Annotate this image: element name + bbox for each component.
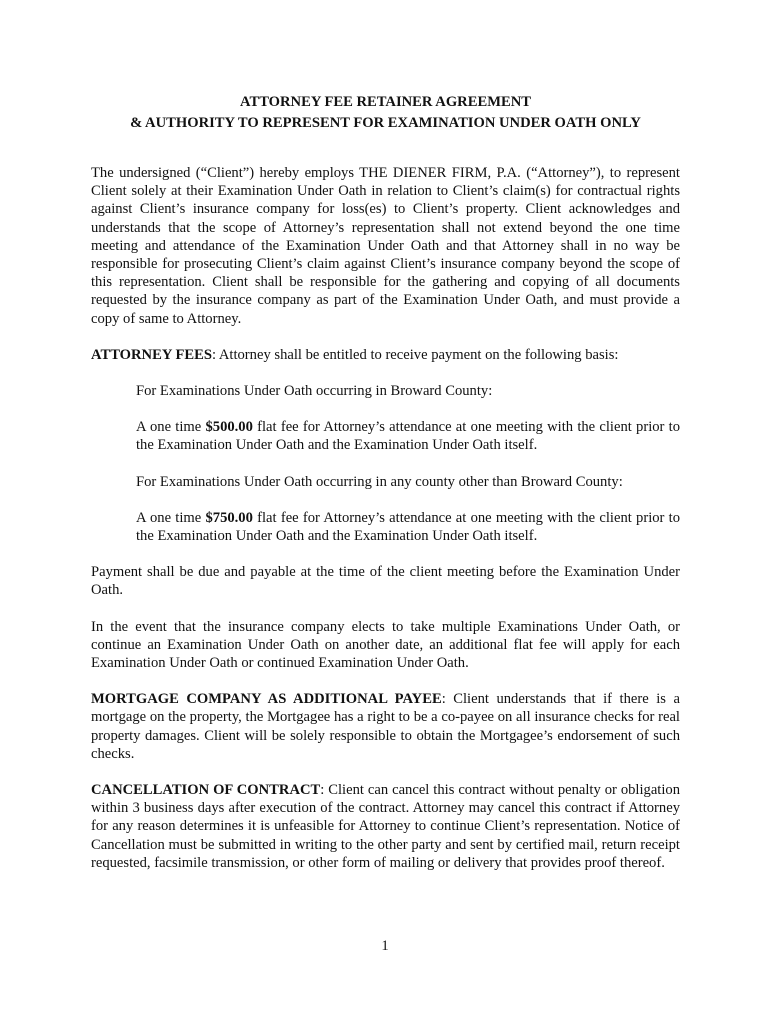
title-line-1: ATTORNEY FEE RETAINER AGREEMENT (240, 94, 531, 110)
document-page (91, 92, 680, 890)
cancellation-text: : Client can cancel this contract without penalty or obligation within 3 business days after execution of the contract. Attorney may cancel this contract if Attorney for any reason determines it is unfeasible for Attorney to continue Client’s representation. Notice of Cancellation must be submitted in writing to the other party and sent by certified mail, return receipt requested, facsimile transmission, or other form of mailing or delivery that provides proof thereof. (91, 782, 681, 871)
multiple-exams-paragraph: In the event that the insurance company elects to take multiple Examinations Under Oath, or continue an Examination Under Oath on another date, an additional flat fee will apply for each Examination Under Oath or continued Examination Under Oath. (91, 618, 680, 672)
other-fee-amount: $750.00 (205, 509, 253, 526)
other-county-fee-paragraph (136, 509, 680, 545)
other-fee-pre: A one time (136, 509, 206, 526)
broward-heading: For Examinations Under Oath occurring in Broward County: (136, 383, 493, 400)
attorney-fees-paragraph (91, 346, 680, 364)
broward-fee-amount: $500.00 (205, 419, 253, 436)
other-county-heading: For Examinations Under Oath occurring in any county other than Broward County: (136, 473, 623, 490)
document-title (91, 92, 680, 134)
broward-fee-paragraph (136, 418, 680, 454)
attorney-fees-heading: ATTORNEY FEES (91, 346, 212, 363)
attorney-fees-text: : Attorney shall be entitled to receive payment on the following basis: (211, 346, 619, 363)
payment-due-paragraph: Payment shall be due and payable at the time of the client meeting before the Examination Under Oath. (91, 564, 680, 599)
cancellation-paragraph (91, 781, 680, 872)
mortgage-paragraph (91, 690, 680, 763)
broward-fee-pre: A one time (136, 419, 206, 436)
mortgage-heading: MORTGAGE COMPANY AS ADDITIONAL PAYEE (91, 691, 442, 708)
cancellation-heading: CANCELLATION OF CONTRACT (91, 782, 321, 799)
other-fee-post: flat fee for Attorney’s attendance at one meeting with the client prior to the Examination Under Oath and the Examination Under Oath itself. (136, 509, 680, 545)
page-number: 1 (381, 938, 389, 954)
intro-paragraph: The undersigned (“Client”) hereby employs THE DIENER FIRM, P.A. (“Attorney”), to represent Client solely at their Examination Under Oath in relation to Client’s claim(s) for contractual rights against Client’s insurance company for loss(es) to Client’s property. Client acknowledges and understands that the scope of Attorney’s representation shall not extend beyond the one time meeting and attendance of the Examination Under Oath and that Attorney shall in no way be responsible for prosecuting Client’s claim against Client’s insurance company beyond the scope of this representation. Client shall be responsible for the gathering and copying of all documents requested by the insurance company as part of the Examination Under Oath, and must provide a copy of same to Attorney. (91, 165, 680, 327)
mortgage-text: : Client understands that if there is a mortgage on the property, the Mortgagee has a right to be a co-payee on all insurance checks for real property damages. Client will be solely responsible to obtain the Mortgagee’s endorsement of such checks. (91, 691, 680, 762)
broward-fee-post: flat fee for Attorney’s attendance at one meeting with the client prior to the Examination Under Oath and the Examination Under Oath itself. (136, 419, 680, 454)
title-line-2: & AUTHORITY TO REPRESENT FOR EXAMINATION UNDER OATH ONLY (130, 115, 641, 131)
